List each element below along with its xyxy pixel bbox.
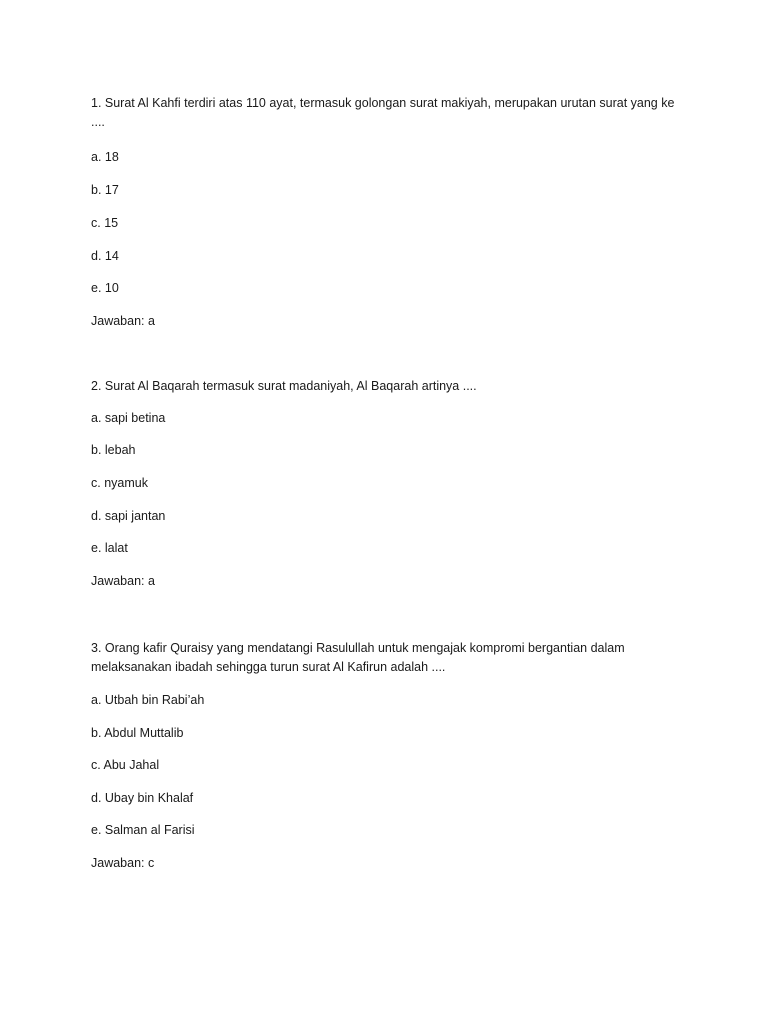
question-3-option-b: b. Abdul Muttalib: [91, 726, 184, 740]
question-3: [91, 639, 681, 870]
question-2-option-e: e. lalat: [91, 541, 128, 555]
question-2-option-d: d. sapi jantan: [91, 509, 166, 523]
question-2: [91, 377, 681, 588]
question-1-text: 1. Surat Al Kahfi terdiri atas 110 ayat, termasuk golongan surat makiyah, merupakan urutan surat yang ke ....: [91, 96, 675, 129]
question-3-option-c: c. Abu Jahal: [91, 758, 160, 772]
question-2-option-b: b. lebah: [91, 443, 136, 457]
question-1-answer: Jawaban: a: [91, 314, 155, 328]
question-2-option-a: a. sapi betina: [91, 411, 166, 425]
question-3-option-a: a. Utbah bin Rabi’ah: [91, 693, 205, 707]
question-2-option-c: c. nyamuk: [91, 476, 148, 490]
question-1-option-b: b. 17: [91, 183, 119, 197]
question-1: [91, 94, 681, 328]
question-3-option-e: e. Salman al Farisi: [91, 823, 195, 837]
question-2-answer: Jawaban: a: [91, 574, 155, 588]
question-1-option-d: d. 14: [91, 249, 119, 263]
question-2-text: 2. Surat Al Baqarah termasuk surat madaniyah, Al Baqarah artinya ....: [91, 379, 477, 393]
question-3-answer: Jawaban: c: [91, 856, 155, 870]
question-1-option-a: a. 18: [91, 150, 119, 164]
question-3-option-d: d. Ubay bin Khalaf: [91, 791, 194, 805]
question-1-option-e: e. 10: [91, 281, 119, 295]
question-1-option-c: c. 15: [91, 216, 119, 230]
question-3-text: 3. Orang kafir Quraisy yang mendatangi Rasulullah untuk mengajak kompromi bergantian dalam melaksanakan ibadah sehingga turun surat Al Kafirun adalah ....: [91, 641, 625, 674]
